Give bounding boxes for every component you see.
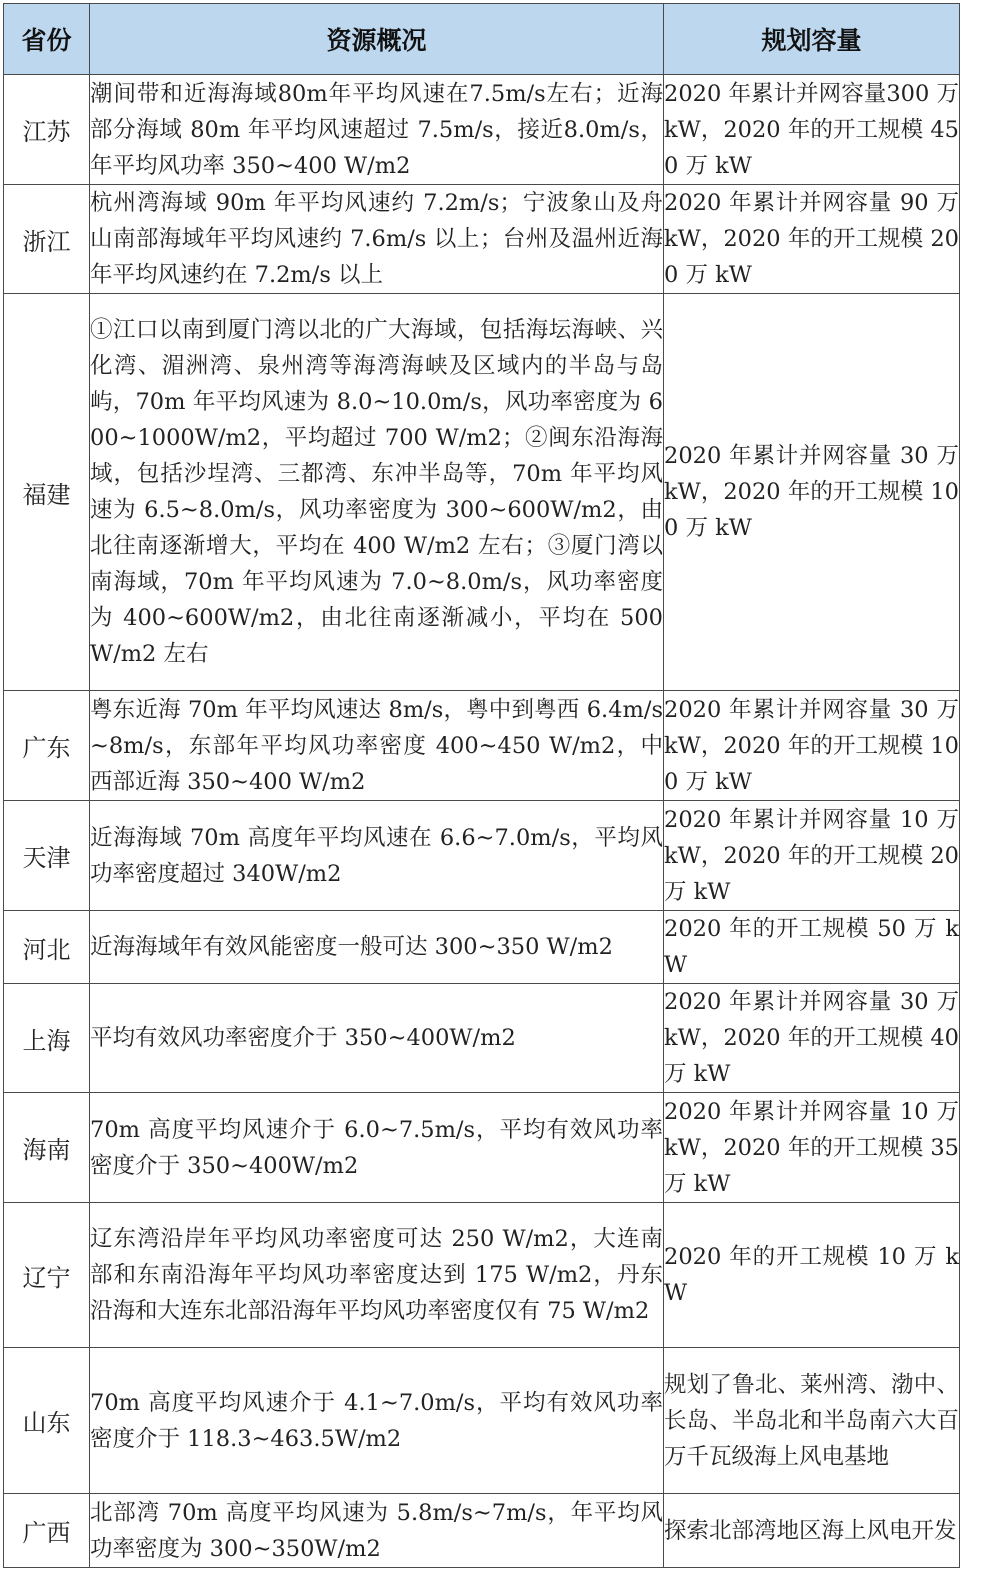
header-resources: 资源概况	[90, 4, 664, 75]
table-row	[4, 294, 960, 691]
capacity-cell: 2020 年累计并网容量 30 万 kW，2020 年的开工规模 100 万 kW	[664, 294, 960, 691]
capacity-cell: 2020 年的开工规模 10 万 kW	[664, 1203, 960, 1348]
province-cell: 浙江	[4, 185, 90, 294]
resources-cell: 潮间带和近海海域80m年平均风速在7.5m/s左右；近海部分海域 80m 年平均风速超过 7.5m/s，接近8.0m/s，年平均风功率 350~400 W/m2	[90, 75, 664, 185]
resources-cell: 杭州湾海域 90m 年平均风速约 7.2m/s；宁波象山及舟山南部海域年平均风速约 7.6m/s 以上；台州及温州近海年平均风速约在 7.2m/s 以上	[90, 185, 664, 294]
province-cell: 天津	[4, 801, 90, 911]
resources-cell: ①江口以南到厦门湾以北的广大海域，包括海坛海峡、兴化湾、湄洲湾、泉州湾等海湾海峡及区域内的半岛与岛屿，70m 年平均风速为 8.0~10.0m/s，风功率密度为 600~1000W/m2，平均超过 700 W/m2；②闽东沿海海域，包括沙埕湾、三都湾、东冲半岛等，70m 年平均风速为 6.5~8.0m/s，风功率密度为 300~600W/m2，由北往南逐渐增大，平均在 400 W/m2 左右；③厦门湾以南海域，70m 年平均风速为 7.0~8.0m/s，风功率密度为 400~600W/m2，由北往南逐渐减小，平均在 500 W/m2 左右	[90, 294, 664, 691]
resources-cell: 辽东湾沿岸年平均风功率密度可达 250 W/m2，大连南部和东南沿海年平均风功率密度达到 175 W/m2，丹东沿海和大连东北部沿海年平均风功率密度仅有 75 W/m2	[90, 1203, 664, 1348]
table-row	[4, 1494, 960, 1568]
resources-cell: 70m 高度平均风速介于 4.1~7.0m/s，平均有效风功率密度介于 118.3~463.5W/m2	[90, 1348, 664, 1494]
capacity-cell: 2020 年累计并网容量 10 万 kW，2020 年的开工规模 20 万 kW	[664, 801, 960, 911]
resources-cell: 70m 高度平均风速介于 6.0~7.5m/s，平均有效风功率密度介于 350~400W/m2	[90, 1093, 664, 1203]
capacity-cell: 2020 年累计并网容量 10 万 kW，2020 年的开工规模 35 万 kW	[664, 1093, 960, 1203]
table-row	[4, 75, 960, 185]
province-cell: 江苏	[4, 75, 90, 185]
table-row	[4, 1203, 960, 1348]
resources-cell: 近海海域 70m 高度年平均风速在 6.6~7.0m/s，平均风功率密度超过 340W/m2	[90, 801, 664, 911]
province-cell: 河北	[4, 911, 90, 984]
capacity-cell: 2020 年累计并网容量 30 万 kW，2020 年的开工规模 40 万 kW	[664, 984, 960, 1093]
table-row	[4, 185, 960, 294]
resources-cell: 北部湾 70m 高度平均风速为 5.8m/s~7m/s，年平均风功率密度为 300~350W/m2	[90, 1494, 664, 1568]
capacity-cell: 2020 年累计并网容量 90 万 kW，2020 年的开工规模 200 万 kW	[664, 185, 960, 294]
province-cell: 广西	[4, 1494, 90, 1568]
province-cell: 上海	[4, 984, 90, 1093]
header-capacity: 规划容量	[664, 4, 960, 75]
resources-cell: 粤东近海 70m 年平均风速达 8m/s，粤中到粤西 6.4m/s~8m/s，东部年平均风功率密度 400~450 W/m2，中西部近海 350~400 W/m2	[90, 691, 664, 801]
table-row	[4, 984, 960, 1093]
table-row	[4, 1348, 960, 1494]
province-cell: 辽宁	[4, 1203, 90, 1348]
table-row	[4, 691, 960, 801]
capacity-cell: 探索北部湾地区海上风电开发	[664, 1494, 960, 1568]
province-cell: 福建	[4, 294, 90, 691]
table-row	[4, 801, 960, 911]
resources-cell: 平均有效风功率密度介于 350~400W/m2	[90, 984, 664, 1093]
resources-cell: 近海海域年有效风能密度一般可达 300~350 W/m2	[90, 911, 664, 984]
capacity-cell: 2020 年累计并网容量 30 万 kW，2020 年的开工规模 100 万 kW	[664, 691, 960, 801]
header-row	[4, 4, 960, 75]
capacity-cell: 2020 年累计并网容量300 万 kW，2020 年的开工规模 450 万 kW	[664, 75, 960, 185]
capacity-cell: 规划了鲁北、莱州湾、渤中、长岛、半岛北和半岛南六大百万千瓦级海上风电基地	[664, 1348, 960, 1494]
province-cell: 广东	[4, 691, 90, 801]
wind-resource-table	[3, 3, 960, 1568]
table-row	[4, 1093, 960, 1203]
table-row	[4, 911, 960, 984]
header-province: 省份	[4, 4, 90, 75]
province-cell: 海南	[4, 1093, 90, 1203]
capacity-cell: 2020 年的开工规模 50 万 kW	[664, 911, 960, 984]
province-cell: 山东	[4, 1348, 90, 1494]
